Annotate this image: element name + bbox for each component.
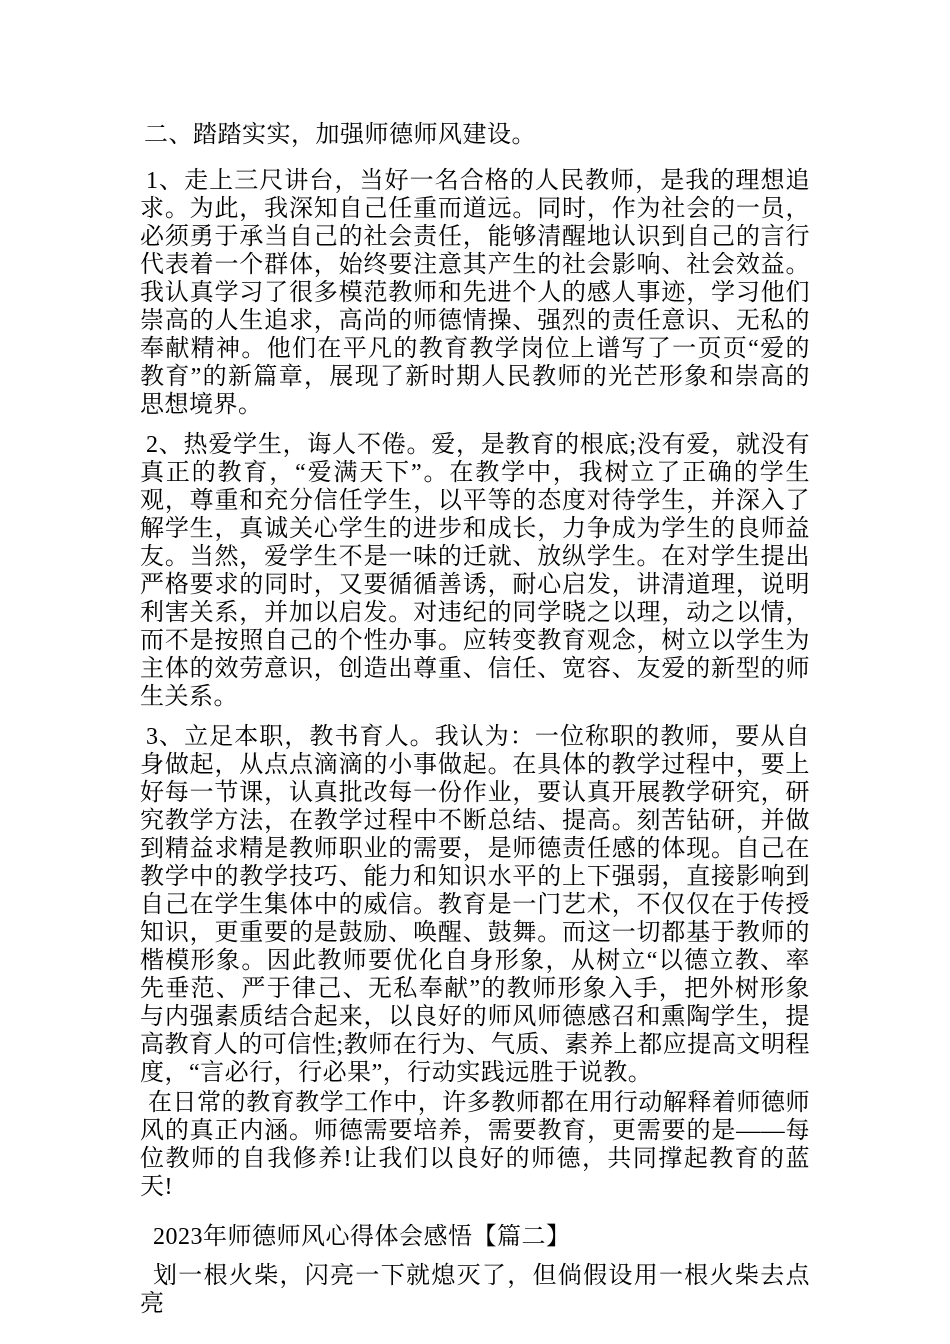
paragraph-point-1: 1、走上三尺讲台，当好一名合格的人民教师，是我的理想追求。为此，我深知自己任重而道远。同时，作为社会的一员，必须勇于承当自己的社会责任，能够清醒地认识到自己的言行代表着一个群体，始终要注意其产生的社会影响、社会效益。我认真学习了很多模范教师和先进个人的感人事迹，学习他们崇高的人生追求，高尚的师德情操、强烈的责任意识、无私的奉献精神。他们在平凡的教育教学岗位上谱写了一页页“爱的教育”的新篇章，展现了新时期人民教师的光芒形象和崇高的思想境界。 [140, 168, 810, 418]
paragraph-point-3: 3、立足本职，教书育人。我认为：一位称职的教师，要从自身做起，从点点滴滴的小事做起。在具体的教学过程中，要上好每一节课，认真批改每一份作业，要认真开展教学研究，研究教学方法，在教学过程中不断总结、提高。刻苦钻研，并做到精益求精是教师职业的需要，是师德责任感的体现。自己在教学中的教学技巧、能力和知识水平的上下强弱，直接影响到自己在学生集体中的威信。教育是一门艺术，不仅仅在于传授知识，更重要的是鼓励、唤醒、鼓舞。而这一切都基于教师的楷模形象。因此教师要优化自身形象，从树立“以德立教、率先垂范、严于律己、无私奉献”的教师形象入手，把外树形象与内强素质结合起来，以良好的师风师德感召和熏陶学生，提高教育人的可信性;教师在行为、气质、素养上都应提高文明程度，“言必行，行必果”，行动实践远胜于说教。 [140, 724, 810, 1086]
paragraph-point-2: 2、热爱学生，诲人不倦。爱，是教育的根底;没有爱，就没有真正的教育，“爱满天下”。在教学中，我树立了正确的学生观，尊重和充分信任学生，以平等的态度对待学生，并深入了解学生，真诚关心学生的进步和成长，力争成为学生的良师益友。当然，爱学生不是一味的迁就、放纵学生。在对学生提出严格要求的同时，又要循循善诱，耐心启发，讲清道理，说明利害关系，并加以启发。对违纪的同学晓之以理，动之以情，而不是按照自己的个性办事。应转变教育观念，树立以学生为主体的效劳意识，创造出尊重、信任、宽容、友爱的新型的师生关系。 [140, 432, 810, 710]
paragraph-summary: 在日常的教育教学工作中，许多教师都在用行动解释着师德师风的真正内涵。师德需要培养，需要教育，更需要的是——每位教师的自我修养!让我们以良好的师德，共同撑起教育的蓝天! [140, 1090, 810, 1200]
section-heading-part2: 2023年师德师风心得体会感悟【篇二】 [153, 1224, 571, 1250]
section-subheading: 二、踏踏实实，加强师德师风建设。 [144, 122, 536, 148]
paragraph-part2-opening: 划一根火柴，闪亮一下就熄灭了，但倘假设用一根火柴去点亮 [140, 1263, 810, 1317]
